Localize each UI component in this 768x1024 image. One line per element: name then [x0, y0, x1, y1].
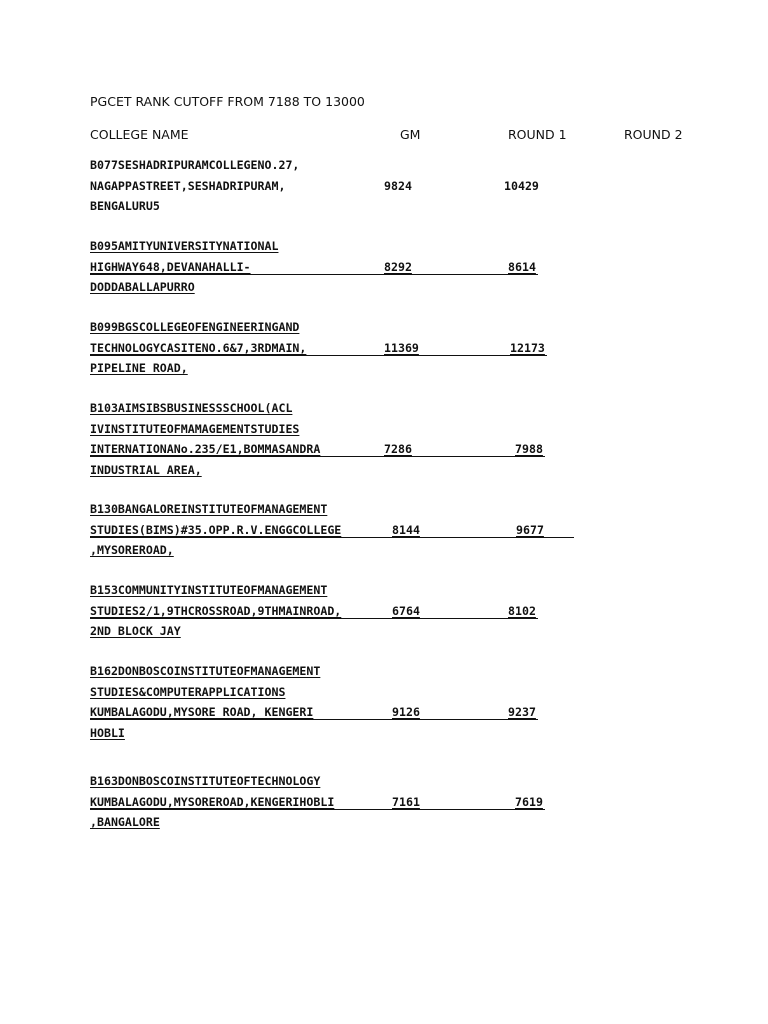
college-name-text: ,MYSOREROAD,	[90, 543, 174, 557]
college-name-text: ,BANGALORE	[90, 815, 160, 829]
document-title: PGCET RANK CUTOFF FROM 7188 TO 13000	[90, 94, 365, 109]
college-name-line	[90, 176, 590, 197]
college-name-line	[90, 277, 590, 298]
college-name-line	[90, 580, 590, 601]
college-name-text: KUMBALAGODU,MYSORE ROAD, KENGERI	[90, 705, 314, 719]
college-name-line	[90, 257, 590, 278]
college-name-text: BENGALURU5	[90, 199, 160, 213]
college-name-line	[90, 317, 590, 338]
college-name-line	[90, 812, 590, 833]
gm-rank: 9126	[392, 705, 420, 719]
college-entry	[90, 155, 590, 217]
college-name-text: STUDIES2/1,9THCROSSROAD,9THMAINROAD,	[90, 603, 342, 618]
college-name-text: B153COMMUNITYINSTITUTEOFMANAGEMENT	[90, 583, 328, 597]
gm-rank: 8292	[384, 259, 412, 274]
college-name-line	[90, 520, 590, 541]
round1-rank: 7619	[515, 794, 543, 809]
college-name-text: KUMBALAGODU,MYSOREROAD,KENGERIHOBLI	[90, 794, 335, 809]
college-name-line	[90, 398, 590, 419]
college-entry	[90, 771, 590, 833]
college-name-text: TECHNOLOGYCASITENO.6&7,3RDMAIN,	[90, 340, 307, 355]
row-underline	[90, 719, 538, 720]
college-name-text: PIPELINE ROAD,	[90, 361, 188, 375]
college-entry	[90, 398, 590, 480]
college-name-line	[90, 155, 590, 176]
college-name-text: DODDABALLAPURRO	[90, 280, 195, 294]
college-name-line	[90, 601, 590, 622]
college-name-line	[90, 236, 590, 257]
header-round2: ROUND 2	[624, 127, 683, 142]
college-name-line	[90, 621, 590, 642]
gm-rank: 6764	[392, 603, 420, 618]
college-name-text: STUDIES(BIMS)#35.OPP.R.V.ENGGCOLLEGE	[90, 522, 342, 537]
college-entry	[90, 236, 590, 298]
gm-rank: 7161	[392, 794, 420, 809]
college-name-text: B162DONBOSCOINSTITUTEOFMANAGEMENT	[90, 664, 321, 678]
college-entry	[90, 580, 590, 642]
college-name-line	[90, 792, 590, 813]
row-underline	[90, 456, 545, 457]
college-name-line	[90, 460, 590, 481]
college-name-text: INTERNATIONANo.235/E1,BOMMASANDRA	[90, 442, 321, 456]
college-name-line	[90, 358, 590, 379]
college-name-line	[90, 771, 590, 792]
college-name-line	[90, 682, 590, 703]
round1-rank: 9677	[516, 522, 544, 537]
header-college-name: COLLEGE NAME	[90, 127, 189, 142]
round1-rank: 9237	[508, 705, 536, 719]
gm-rank: 8144	[392, 522, 420, 537]
header-gm: GM	[400, 127, 421, 142]
round1-rank: 8614	[508, 259, 536, 274]
college-name-text: INDUSTRIAL AREA,	[90, 462, 202, 477]
college-name-text: IVINSTITUTEOFMAMAGEMENTSTUDIES	[90, 421, 300, 436]
college-name-line	[90, 723, 590, 744]
gm-rank: 9824	[384, 178, 412, 193]
college-entry	[90, 661, 590, 743]
college-entry	[90, 317, 590, 379]
college-name-line	[90, 338, 590, 359]
college-name-text: HOBLI	[90, 725, 125, 740]
college-name-text: B163DONBOSCOINSTITUTEOFTECHNOLOGY	[90, 774, 321, 788]
row-underline	[90, 274, 538, 275]
college-name-line	[90, 419, 590, 440]
college-entry	[90, 499, 590, 561]
row-underline	[90, 809, 545, 810]
round1-rank: 8102	[508, 603, 536, 618]
college-name-text: NAGAPPASTREET,SESHADRIPURAM,	[90, 178, 286, 193]
college-name-text: STUDIES&COMPUTERAPPLICATIONS	[90, 684, 286, 699]
college-name-line	[90, 702, 590, 723]
header-round1: ROUND 1	[508, 127, 567, 142]
gm-rank: 11369	[384, 340, 419, 355]
college-name-text: B077SESHADRIPURAMCOLLEGENO.27,	[90, 158, 300, 172]
college-name-text: B099BGSCOLLEGEOFENGINEERINGAND	[90, 320, 300, 334]
college-name-line	[90, 499, 590, 520]
college-name-text: B130BANGALOREINSTITUTEOFMANAGEMENT	[90, 502, 328, 516]
college-name-text: B095AMITYUNIVERSITYNATIONAL	[90, 239, 279, 253]
round1-rank: 10429	[504, 178, 539, 193]
row-underline	[90, 355, 547, 356]
college-name-line	[90, 661, 590, 682]
round1-rank: 12173	[510, 340, 545, 355]
gm-rank: 7286	[384, 442, 412, 456]
college-name-line	[90, 196, 590, 217]
college-name-text: B103AIMSIBSBUSINESSSCHOOL(ACL	[90, 401, 293, 415]
row-underline	[90, 537, 574, 538]
college-name-line	[90, 540, 590, 561]
college-name-line	[90, 439, 590, 460]
round1-rank: 7988	[515, 442, 543, 456]
row-underline	[90, 618, 538, 619]
college-name-text: HIGHWAY648,DEVANAHALLI-	[90, 259, 251, 274]
college-name-text: 2ND BLOCK JAY	[90, 624, 181, 638]
